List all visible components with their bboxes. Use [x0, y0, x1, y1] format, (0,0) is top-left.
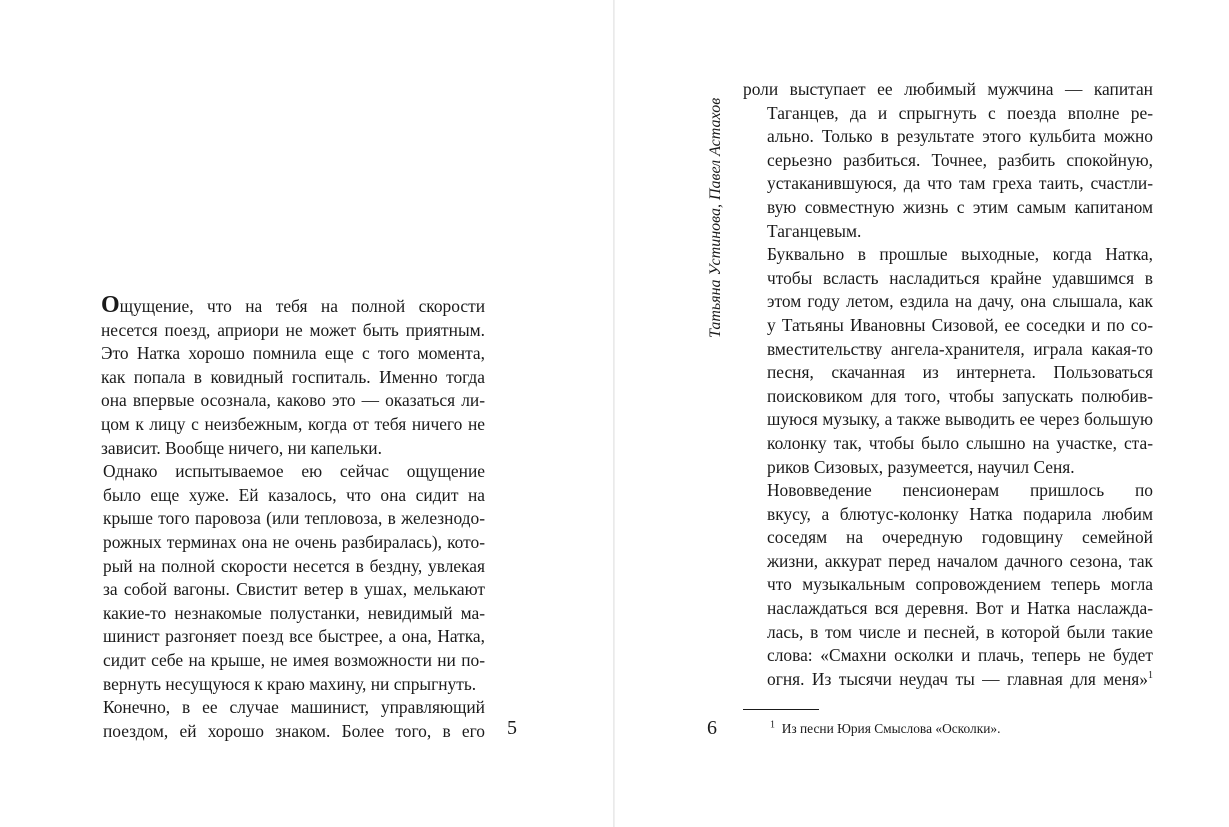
book-gutter	[613, 0, 615, 827]
paragraph: роли выступает ее любимый мужчина — капитан Таганцев, да и спрыгнуть с поезда вполне ре- ально. Только в результате этого кульбита можно серьезно разбиться. Точнее, разбить спокойную, устаканившуюся, да что там греха таить, счастли- вую совместную жизнь с этим самым капитаном Таганцевым.	[743, 79, 1153, 241]
footnote-marker: 1	[770, 719, 775, 731]
paragraph: Ощущение, что на тебя на полной скорости несется поезд, априори не может быть приятным. Это Натка хорошо помнила еще с того момента, как попала в ковидный госпиталь. Именно тогда она впервые осознала, каково это — оказаться ли- цом к лицу с неизбежным, когда от тебя ничего не зависит. Вообще ничего, ни капельки.	[101, 292, 485, 458]
running-head: Татьяна Устинова, Павел Астахов	[707, 97, 724, 338]
footnote-rule	[743, 709, 819, 710]
footnote-text: Из песни Юрия Смыслова «Осколки».	[781, 721, 1001, 736]
paragraph: Конечно, в ее случае машинист, управляющий поездом, ей хорошо знаком. Более того, в его	[103, 697, 485, 741]
paragraph: Нововведение пенсионерам пришлось по вкусу, а блютус-колонку Натка подарила любим соседям на очередную годовщину семейной жизни, аккурат перед началом дачного сезона, так что музыкальным сопровождением теперь могла наслаждаться вся деревня. Вот и Натка наслажда- лась, в том числе и песней, в которой были такие слова: «Смахни осколки и плачь, теперь не будет огня. Из тысячи неудач ты — главная для меня»$^1$	[767, 480, 1153, 689]
right-page-text	[743, 78, 1153, 691]
paragraph: Буквально в прошлые выходные, когда Натка, чтобы всласть насладиться крайне удавшимся в этом году летом, ездила на дачу, она слышала, как у Татьяны Ивановны Сизовой, ее соседки и по со- вместительству ангела-хранителя, играла какая-то песня, скачанная из интернета. Пользоваться поисковиком для того, чтобы запускать полюбив- шуюся музыку, а также выводить ее через большую колонку так, чтобы было слышно на участке, ста- риков Сизовых, разумеется, научил Сеня.	[767, 244, 1153, 477]
footnote-reference[interactable]: 1	[1148, 670, 1153, 682]
left-page-text	[79, 294, 485, 743]
page-number: 6	[707, 717, 717, 739]
paragraph: Однако испытываемое ею сейчас ощущение было еще хуже. Ей казалось, что она сидит на крыше того паровоза (или тепловоза, в железнодо- рожных терминах она не очень разбиралась), кото- рый на полной скорости несется в бездну, увлекая за собой вагоны. Свистит ветер в ушах, мелькают какие-то незнакомые полустанки, невидимый ма- шинист разгоняет поезд все быстрее, а она, Натка, сидит себе на крыше, не имея возможности ни по- вернуть несущуюся к краю махину, ни спрыгнуть.	[103, 461, 485, 694]
page-number: 5	[507, 717, 517, 739]
footnote	[770, 720, 1000, 738]
drop-cap: О	[101, 292, 120, 318]
